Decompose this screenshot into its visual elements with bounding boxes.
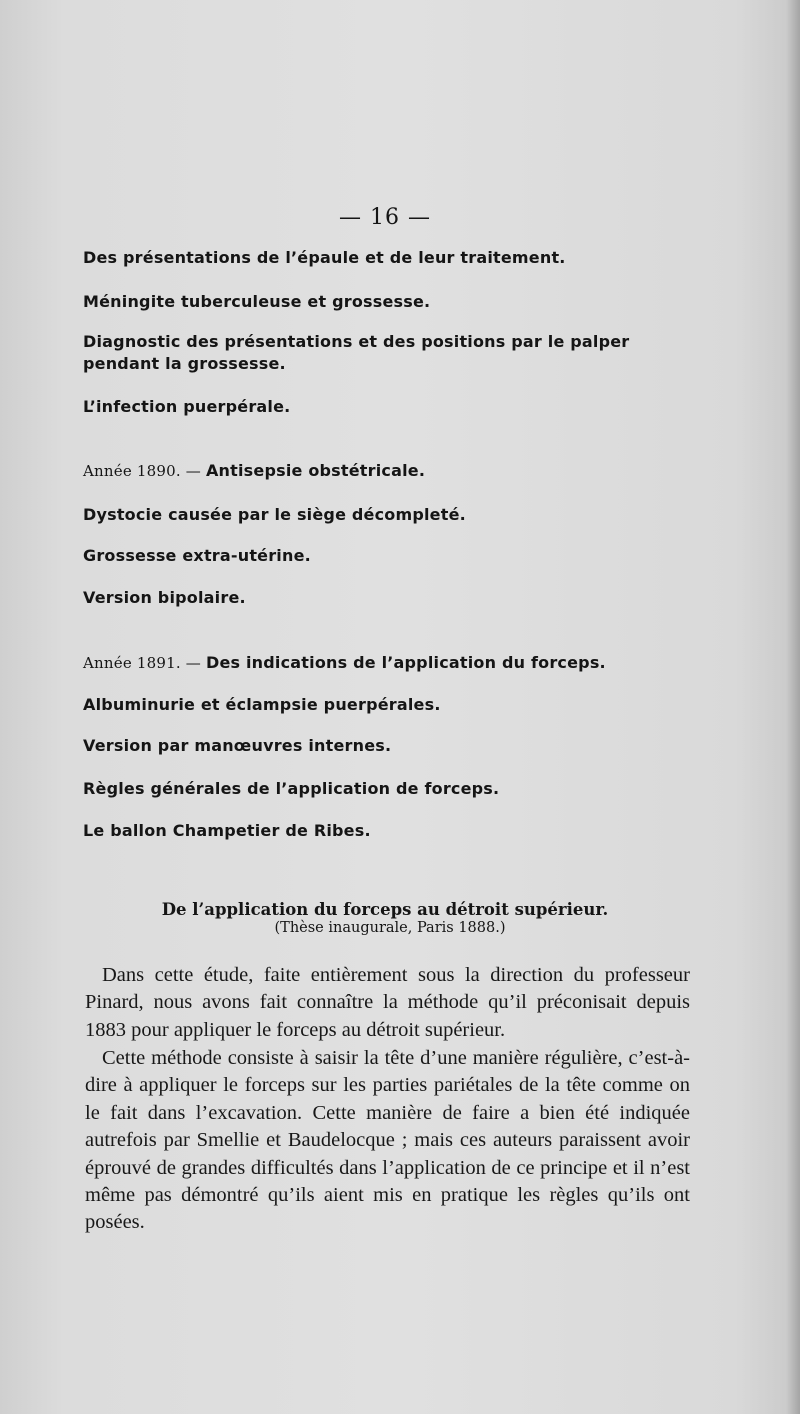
list-item	[83, 778, 683, 800]
list-item	[83, 331, 675, 375]
entry-year: Année 1890. —	[83, 462, 206, 480]
list-item	[83, 820, 683, 842]
entry-title: Version bipolaire.	[83, 588, 246, 607]
list-item	[83, 291, 683, 313]
list-item	[83, 396, 683, 418]
list-item	[83, 247, 683, 269]
list-item	[83, 587, 683, 609]
entry-title: Diagnostic des présentations et des positions par le palper pendant la grossesse.	[83, 332, 630, 373]
entry-title: Grossesse extra-utérine.	[83, 546, 311, 565]
entry-year: Année 1891. —	[83, 654, 206, 672]
section-subtitle: (Thèse inaugurale, Paris 1888.)	[274, 920, 506, 936]
list-item	[83, 504, 683, 526]
entry-title: Version par manœuvres internes.	[83, 736, 392, 755]
list-item	[83, 694, 683, 716]
section-title: De l’application du forceps au détroit supérieur.	[161, 900, 609, 919]
list-item	[83, 652, 683, 674]
entry-title: Méningite tuberculeuse et grossesse.	[83, 292, 431, 311]
entry-title: Le ballon Champetier de Ribes.	[83, 821, 371, 840]
entry-title: Dystocie causée par le siège décompleté.	[83, 505, 466, 524]
entry-title: Antisepsie obstétricale.	[205, 461, 426, 480]
entry-title: Des indications de l’application du forceps.	[205, 653, 606, 672]
entry-title: Des présentations de l’épaule et de leur traitement.	[83, 248, 566, 267]
list-item	[83, 735, 683, 757]
entry-title: Albuminurie et éclampsie puerpérales.	[83, 695, 441, 714]
list-item	[83, 545, 683, 567]
page-edge-shadow	[786, 0, 800, 1414]
paragraph: Cette méthode consiste à saisir la tête d’une manière régulière, c’est-à-dire à appliquer le forceps sur les parties pariétales de la tête comme on le fait dans l’excavation. Cette manière de faire a bien été indiquée autrefois par Smellie et Baudelocque ; mais ces auteurs paraissent avoir éprouvé de grandes difficultés dans l’application de ce principe et il n’est même pas démontré qu’ils aient mis en pratique les règles qu’ils ont posées.	[85, 1047, 690, 1234]
list-item	[83, 460, 683, 482]
entry-title: Règles générales de l’application de forceps.	[83, 779, 500, 798]
entry-title: L’infection puerpérale.	[83, 397, 291, 416]
paragraph: Dans cette étude, faite entièrement sous la direction du professeur Pinard, nous avons fait connaître la méthode qu’il préconisait depuis 1883 pour appliquer le forceps au détroit supérieur.	[85, 964, 690, 1041]
page-number: — 16 —	[339, 205, 431, 230]
